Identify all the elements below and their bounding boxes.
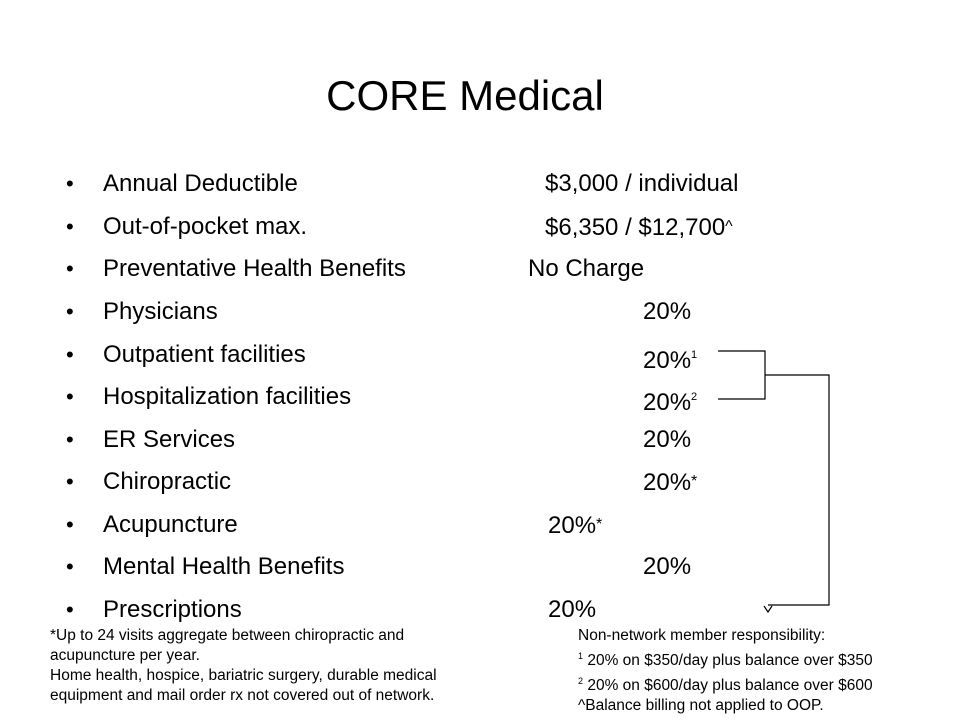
benefit-label: Prescriptions <box>103 596 242 623</box>
bracket-line <box>718 351 765 399</box>
benefit-value: $6,350 / $12,700^ <box>545 214 733 241</box>
benefit-label: ER Services <box>103 426 236 453</box>
benefit-value: 20%$^2$ <box>643 389 698 416</box>
bullet-icon: • <box>66 597 74 622</box>
benefit-value: 20%$^1$ <box>643 347 698 374</box>
benefit-label: Outpatient facilities <box>103 341 306 368</box>
footnotes-right <box>578 626 873 716</box>
benefit-label: Hospitalization facilities <box>103 383 352 410</box>
bullet-icon: • <box>66 469 74 494</box>
benefit-value: $3,000 / individual <box>545 170 739 197</box>
footnote-line: *Up to 24 visits aggregate between chiropractic and <box>50 627 405 644</box>
benefit-suffix: * <box>596 516 603 533</box>
benefit-label: Preventative Health Benefits <box>103 255 406 282</box>
bullet-icon: • <box>66 171 74 196</box>
footnote-line: acupuncture per year. <box>50 647 200 664</box>
bullet-icon: • <box>66 427 74 452</box>
benefit-value: 20% <box>548 596 597 623</box>
benefit-value: 20% <box>643 553 692 580</box>
footnote-line: equipment and mail order rx not covered out of network. <box>50 687 435 704</box>
footnote-heading: Non-network member responsibility: <box>578 627 826 644</box>
slide-title: CORE Medical <box>326 72 604 119</box>
benefit-suffix: ^ <box>725 218 733 235</box>
bullet-icon: • <box>66 299 74 324</box>
benefit-label: Physicians <box>103 298 218 325</box>
benefit-suffix: * <box>691 473 698 490</box>
benefit-label: Chiropractic <box>103 468 232 495</box>
benefit-suffix: 1 <box>691 349 698 361</box>
benefit-label: Out-of-pocket max. <box>103 213 308 240</box>
footnote-line: $^2$ 20% on $600/day plus balance over $600 <box>578 676 873 694</box>
bullet-icon: • <box>66 512 74 537</box>
bullet-icon: • <box>66 554 74 579</box>
benefit-label: Annual Deductible <box>103 170 298 197</box>
connector-line <box>765 375 829 605</box>
bullet-icon: • <box>66 256 74 281</box>
benefit-label: Mental Health Benefits <box>103 553 345 580</box>
footnotes-left <box>50 626 437 706</box>
bullet-icon: • <box>66 342 74 367</box>
benefit-suffix: 2 <box>691 391 698 403</box>
benefit-value: 20%* <box>548 512 603 539</box>
benefit-value: 20% <box>643 298 692 325</box>
footnote-line: $^1$ 20% on $350/day plus balance over $350 <box>578 651 873 669</box>
benefit-value: 20%* <box>643 469 698 496</box>
arrowhead-icon <box>764 606 772 612</box>
footnote-line: Home health, hospice, bariatric surgery, durable medical <box>50 667 437 684</box>
benefit-label: Acupuncture <box>103 511 238 538</box>
benefit-value: 20% <box>643 426 692 453</box>
bullet-icon: • <box>66 384 74 409</box>
footnote-line: ^Balance billing not applied to OOP. <box>578 697 824 714</box>
benefit-value: No Charge <box>528 255 645 282</box>
bullet-icon: • <box>66 214 74 239</box>
